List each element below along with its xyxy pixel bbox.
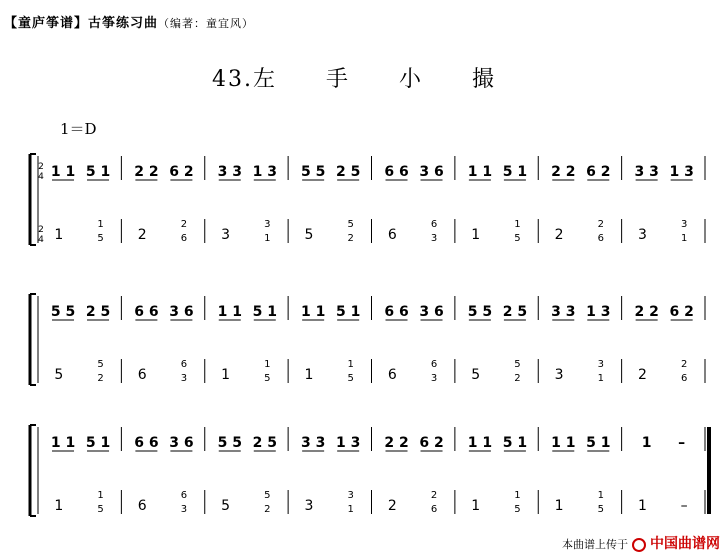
lower-note: 5: [221, 498, 231, 514]
upper-note: 3 6: [169, 435, 194, 451]
lower-note: 6: [137, 498, 147, 514]
lower-note-top: 6: [430, 359, 438, 370]
lower-note: 2: [137, 227, 147, 243]
lower-note-top: 3: [264, 219, 271, 230]
lower-note: 1: [304, 367, 314, 383]
piece-number: 43.: [212, 67, 253, 92]
upper-note: 2 2: [134, 164, 159, 180]
lower-note-bottom: 5: [514, 233, 521, 244]
upper-note: 3 3: [551, 304, 576, 320]
lower-note-bottom: 1: [597, 373, 604, 384]
upper-note: 5 1: [85, 164, 111, 180]
lower-note: 2: [638, 367, 647, 383]
upper-note: 2 5: [85, 304, 111, 320]
lower-note-top: 1: [347, 359, 354, 370]
time-signature-top: 2: [38, 225, 44, 235]
lower-note-top: 1: [597, 490, 604, 501]
upper-note: 2 2: [384, 435, 409, 451]
lower-note-bottom: 1: [264, 233, 271, 244]
upper-note: 1 1: [467, 164, 493, 180]
lower-note-bottom: 5: [97, 504, 104, 515]
lower-note: 6: [137, 367, 147, 383]
upper-note: 6 6: [134, 435, 159, 451]
upper-note: 3 6: [419, 304, 444, 320]
upper-note: 1: [641, 435, 652, 451]
upper-note: 3 3: [217, 164, 242, 180]
upper-note: 1 1: [551, 435, 576, 451]
lower-note-top: 2: [180, 219, 188, 230]
upper-note: 5 5: [217, 435, 242, 451]
lower-note: 2: [554, 227, 564, 243]
lower-note-bottom: 6: [597, 233, 604, 244]
lower-note-top: 3: [347, 490, 354, 501]
lower-note: 1: [471, 227, 481, 243]
upper-note: 6 2: [169, 164, 194, 180]
author-note: （编著：童宜风）: [158, 17, 255, 30]
lower-note-bottom: 2: [514, 373, 521, 384]
upper-note: 1 3: [669, 164, 694, 180]
upper-note: 3 3: [300, 435, 326, 451]
lower-note-top: 1: [264, 359, 271, 370]
footer: [562, 533, 720, 553]
lower-note-top: 6: [180, 490, 188, 501]
site-logo-icon: [632, 538, 646, 552]
lower-note-top: 2: [430, 490, 438, 501]
lower-note-top: 1: [97, 490, 104, 501]
lower-note-bottom: 1: [680, 233, 688, 244]
upper-note: 2 5: [335, 164, 361, 180]
upper-note: 1 3: [335, 435, 361, 451]
lower-note: 6: [387, 367, 397, 383]
time-signature-bottom: 4: [38, 235, 44, 245]
upper-note: 1 1: [50, 435, 76, 451]
lower-note-top: 2: [597, 219, 604, 230]
upper-note: 3 3: [634, 164, 659, 180]
upper-note: 2 2: [634, 304, 659, 320]
lower-note-bottom: 3: [180, 504, 188, 515]
lower-note-top: 6: [430, 219, 438, 230]
upper-note: 6 2: [669, 304, 694, 320]
upper-note: 1 1: [300, 304, 326, 320]
upper-note: 6 2: [586, 164, 611, 180]
lower-note-top: 1: [514, 490, 521, 501]
lower-note: 2: [387, 498, 397, 514]
upper-note: 1 1: [217, 304, 242, 320]
upper-note: 6 6: [384, 304, 409, 320]
lower-note-bottom: 3: [430, 373, 438, 384]
lower-note: 5: [471, 367, 481, 383]
lower-note-top: 5: [264, 490, 271, 501]
lower-note-bottom: 6: [430, 504, 438, 515]
footer-text: 本曲谱上传于: [562, 538, 628, 551]
lower-note-top: 3: [680, 219, 688, 230]
lower-note-top: 1: [97, 219, 104, 230]
lower-note-bottom: 5: [264, 373, 271, 384]
lower-note-bottom: 2: [347, 233, 354, 244]
piece-name: 左 手 小 撮: [253, 67, 516, 92]
lower-note-top: 5: [347, 219, 354, 230]
upper-note: 3 6: [419, 164, 444, 180]
lower-note-top: 5: [514, 359, 521, 370]
upper-note: 5 1: [502, 435, 528, 451]
series-title: 【童庐筝谱】古筝练习曲: [4, 16, 159, 31]
key-signature: 1＝D: [60, 120, 97, 138]
upper-note: 2 5: [252, 435, 277, 451]
lower-note: 1: [54, 227, 64, 243]
lower-note: 5: [54, 367, 64, 383]
lower-note-bottom: 2: [97, 373, 104, 384]
upper-note: 1 1: [467, 435, 493, 451]
lower-note-top: 5: [97, 359, 104, 370]
upper-note: 5 1: [85, 435, 111, 451]
lower-note-bottom: 5: [514, 504, 521, 515]
lower-note: –: [680, 498, 688, 514]
upper-note: 6 2: [419, 435, 444, 451]
lower-note-bottom: 3: [180, 373, 188, 384]
upper-note: 2 2: [551, 164, 576, 180]
lower-note: 5: [304, 227, 314, 243]
lower-note: 6: [387, 227, 397, 243]
lower-note-bottom: 6: [680, 373, 688, 384]
lower-note-bottom: 5: [597, 504, 604, 515]
lower-note: 1: [638, 498, 647, 514]
upper-note: 5 1: [502, 164, 528, 180]
lower-note-top: 1: [514, 219, 521, 230]
lower-note: 3: [304, 498, 314, 514]
site-logo-text: 中国曲谱网: [650, 536, 720, 552]
lower-note-bottom: 6: [180, 233, 188, 244]
lower-note: 3: [554, 367, 564, 383]
lower-note-top: 6: [180, 359, 188, 370]
lower-note-bottom: 5: [347, 373, 354, 384]
lower-note: 3: [221, 227, 231, 243]
upper-note: 6 6: [134, 304, 159, 320]
upper-note: 5 1: [335, 304, 361, 320]
upper-note: 5 1: [252, 304, 277, 320]
upper-note: 5 5: [467, 304, 493, 320]
upper-note: 5 5: [50, 304, 76, 320]
lower-note-bottom: 3: [430, 233, 438, 244]
lower-note: 1: [221, 367, 231, 383]
lower-note-top: 2: [680, 359, 688, 370]
lower-note: 3: [638, 227, 647, 243]
lower-note-bottom: 5: [97, 233, 104, 244]
lower-note-top: 3: [597, 359, 604, 370]
lower-note: 1: [54, 498, 64, 514]
upper-note: 1 3: [586, 304, 611, 320]
lower-note: 1: [554, 498, 564, 514]
upper-note: –: [678, 435, 686, 451]
upper-note: 1 3: [252, 164, 277, 180]
lower-note-bottom: 1: [347, 504, 354, 515]
time-signature-top: 2: [38, 162, 44, 172]
upper-note: 2 5: [502, 304, 528, 320]
upper-note: 5 1: [586, 435, 611, 451]
upper-note: 3 6: [169, 304, 194, 320]
upper-note: 6 6: [384, 164, 409, 180]
lower-note-bottom: 2: [264, 504, 271, 515]
upper-note: 1 1: [50, 164, 76, 180]
upper-note: 5 5: [300, 164, 326, 180]
lower-note: 1: [471, 498, 481, 514]
time-signature-bottom: 4: [38, 172, 44, 182]
